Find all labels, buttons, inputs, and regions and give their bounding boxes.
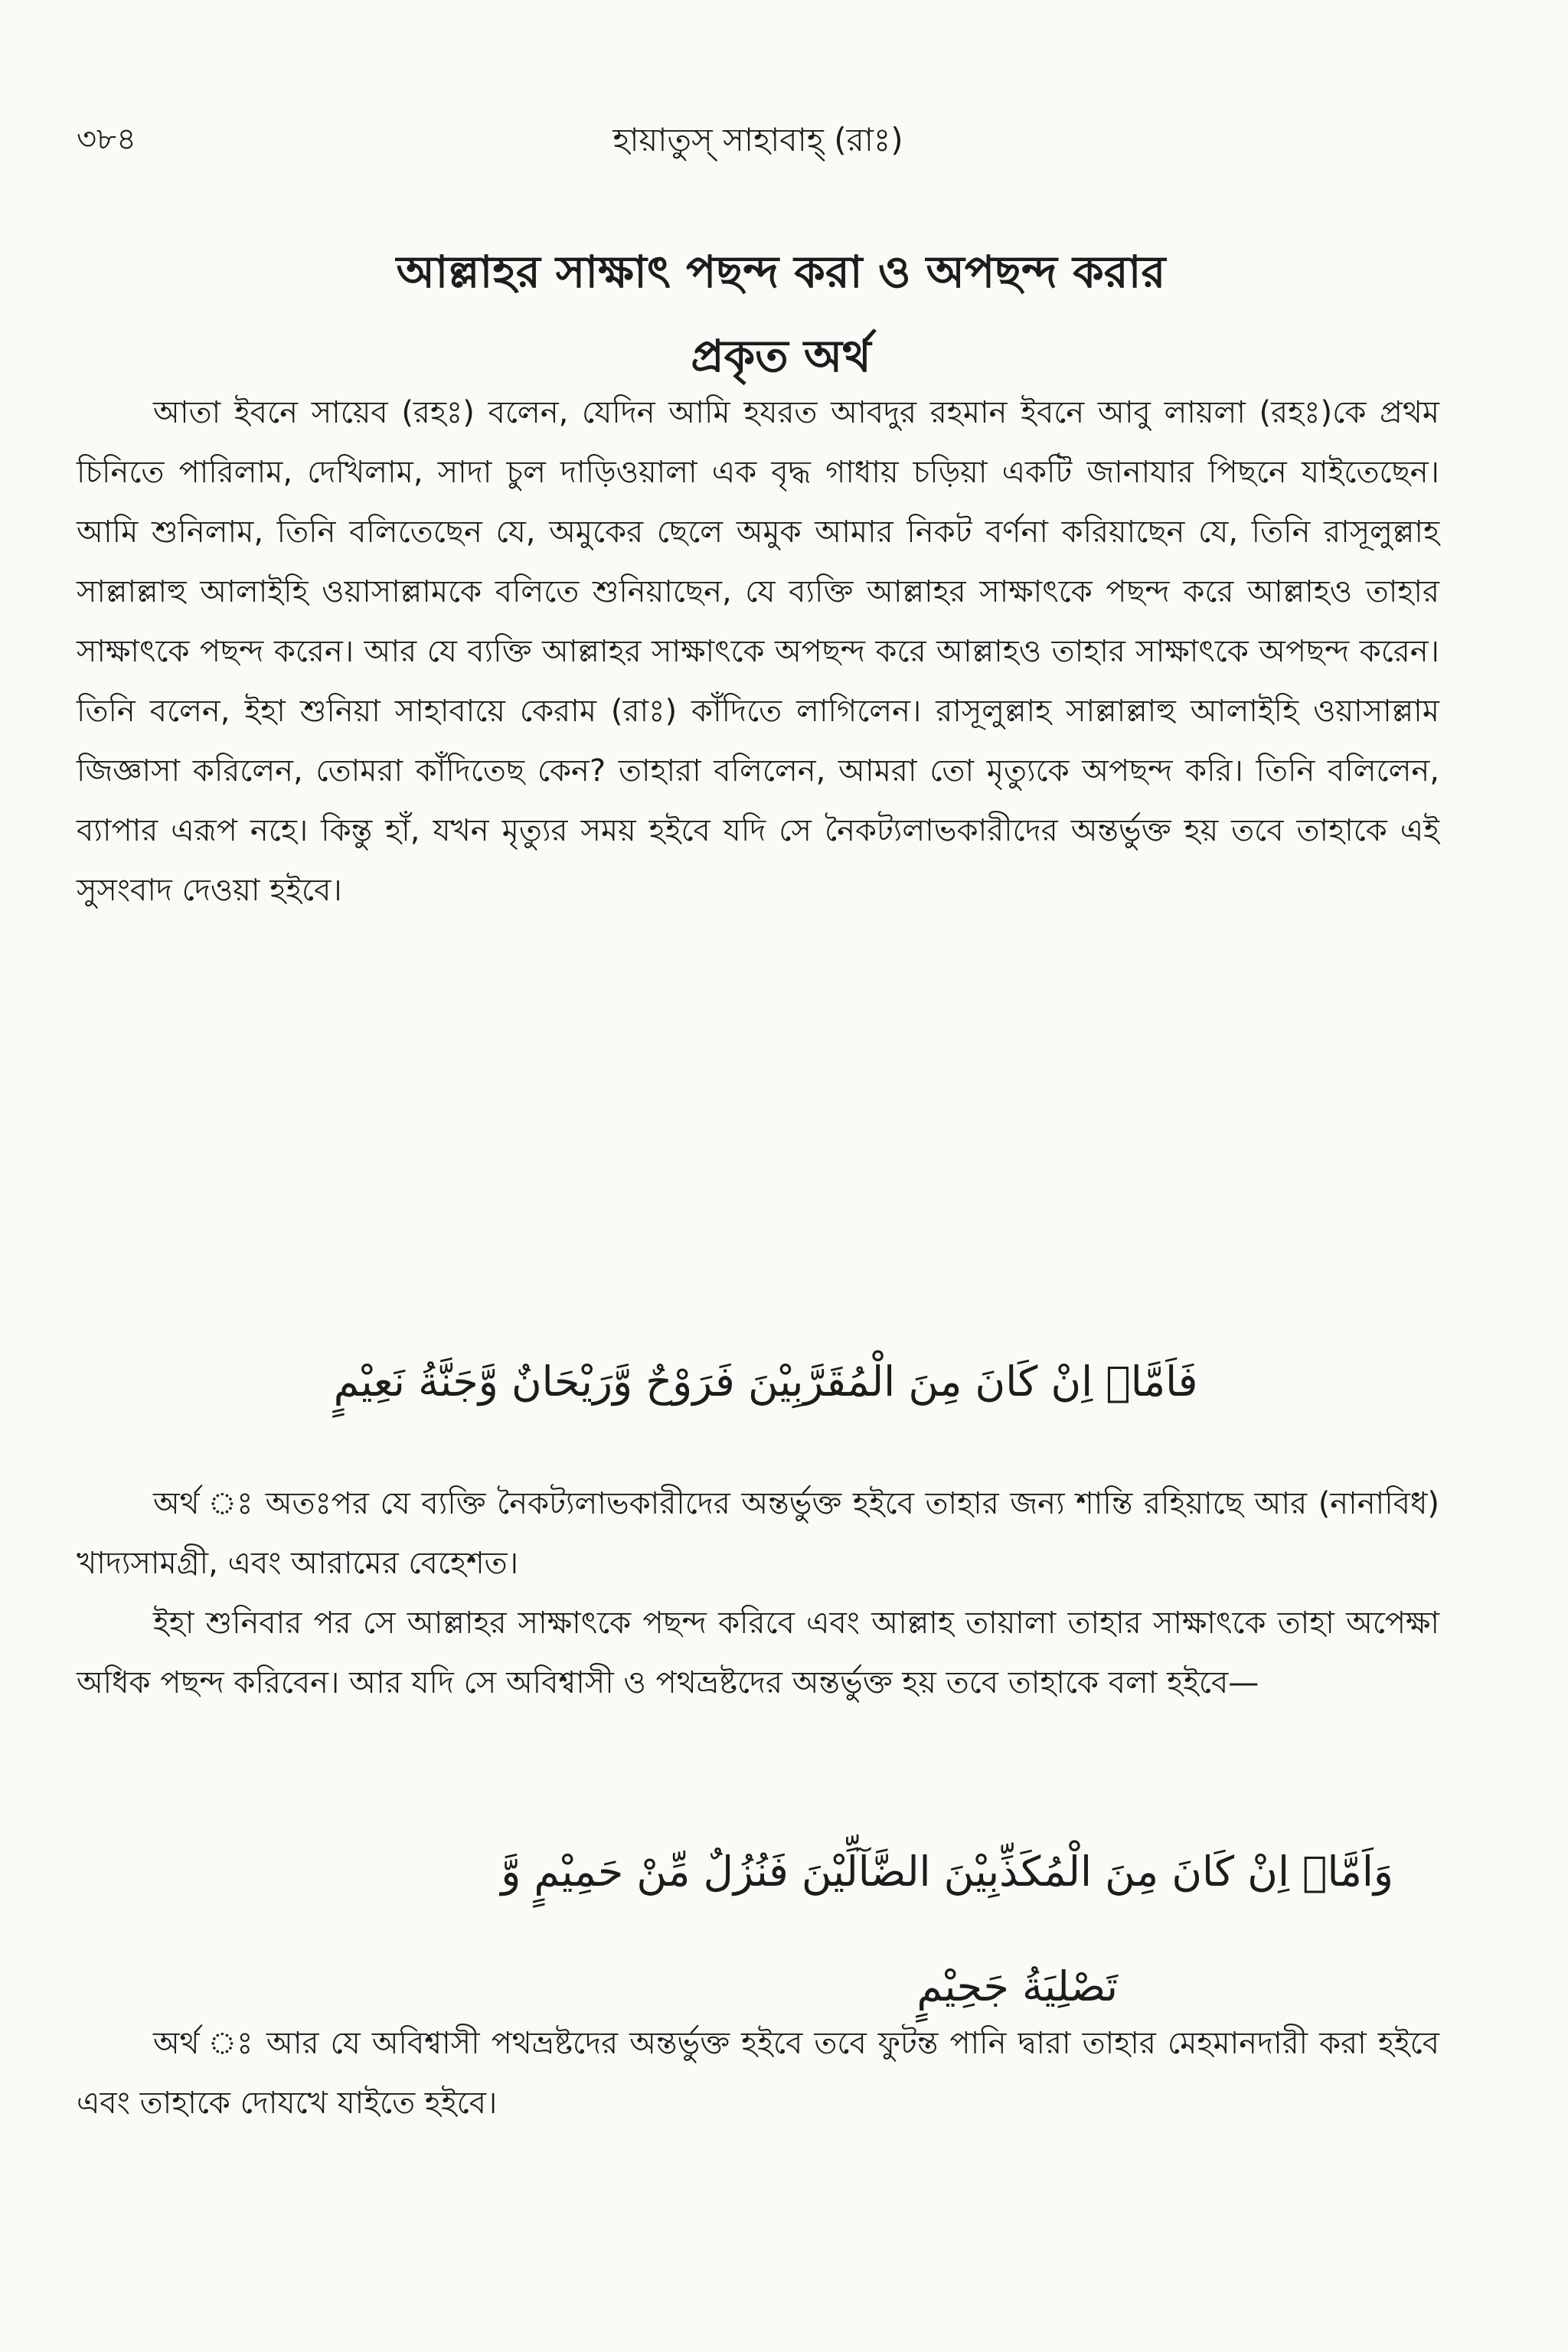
arabic-verse-2-line-1: وَاَمَّاۤ اِنْ كَانَ مِنَ الْمُكَذِّبِيْنَ الضَّآلِّيْنَ فَنُزُلٌ مِّنْ حَمِيْمٍ وَّ [501, 1847, 1393, 1896]
arabic-verse-2-line-2: تَصْلِيَةُ جَحِيْمٍ [916, 1962, 1118, 2011]
page-number: ৩৮৪ [77, 122, 136, 157]
paragraph-text: আতা ইবনে সায়েব (রহঃ) বলেন, যেদিন আমি হযরত আবদুর রহমান ইবনে আবু লায়লা (রহঃ)কে প্রথম চিনিতে পারিলাম, দেখিলাম, সাদা চুল দাড়িওয়ালা এক বৃদ্ধ গাধায় চড়িয়া একটি জানাযার পিছনে যাইতেছেন। আমি শুনিলাম, তিনি বলিতেছেন যে, অমুকের ছেলে অমুক আমার নিকট বর্ণনা করিয়াছেন যে, তিনি রাসূলুল্লাহ সাল্লাল্লাহু আলাইহি ওয়াসাল্লামকে বলিতে শুনিয়াছেন, যে ব্যক্তি আল্লাহর সাক্ষাৎকে পছন্দ করে আল্লাহও তাহার সাক্ষাৎকে পছন্দ করেন। আর যে ব্যক্তি আল্লাহর সাক্ষাৎকে অপছন্দ করে আল্লাহও তাহার সাক্ষাৎকে অপছন্দ করেন। তিনি বলেন, ইহা শুনিয়া সাহাবায়ে কেরাম (রাঃ) কাঁদিতে লাগিলেন। রাসূলুল্লাহ সাল্লাল্লাহু আলাইহি ওয়াসাল্লাম জিজ্ঞাসা করিলেন, তোমরা কাঁদিতেছ কেন? তাহারা বলিলেন, আমরা তো মৃত্যুকে অপছন্দ করি। তিনি বলিলেন, ব্যাপার এরূপ নহে। কিন্তু হাঁ, যখন মৃত্যুর সময় হইবে যদি সে নৈকট্যলাভকারীদের অন্তর্ভুক্ত হয় তবে তাহাকে এই সুসংবাদ দেওয়া হইবে। [77, 395, 1440, 908]
final-translation-text: অর্থ ঃ আর যে অবিশ্বাসী পথভ্রষ্টদের অন্তর্ভুক্ত হইবে তবে ফুটন্ত পানি দ্বারা তাহার মেহমানদারী করা হইবে এবং তাহাকে দোযখে যাইতে হইবে। [77, 2026, 1439, 2121]
section-title-line-1: আল্লাহর সাক্ষাৎ পছন্দ করা ও অপছন্দ করার [396, 246, 1166, 298]
hadith-paragraph [77, 383, 1439, 920]
continuation-text: ইহা শুনিবার পর সে আল্লাহর সাক্ষাৎকে পছন্দ করিবে এবং আল্লাহ তায়ালা তাহার সাক্ষাৎকে তাহা অপেক্ষা অধিক পছন্দ করিবেন। আর যদি সে অবিশ্বাসী ও পথভ্রষ্টদের অন্তর্ভুক্ত হয় তবে তাহাকে বলা হইবে— [77, 1606, 1439, 1700]
translation-paragraph [77, 1474, 1439, 1713]
arabic-verse-1: فَاَمَّاۤ اِنْ كَانَ مِنَ الْمُقَرَّبِيْنَ فَرَوْحٌ وَّرَيْحَانٌ وَّجَنَّةُ نَعِيْمٍ [333, 1357, 1198, 1406]
page-header [77, 115, 1439, 168]
running-title: হায়াতুস্ সাহাবাহ্ (রাঃ) [612, 121, 903, 158]
final-translation-paragraph [77, 2014, 1439, 2133]
translation-text: অর্থ ঃ অতঃপর যে ব্যক্তি নৈকট্যলাভকারীদের অন্তর্ভুক্ত হইবে তাহার জন্য শান্তি রহিয়াছে আর (নানাবিধ) খাদ্যসামগ্রী, এবং আরামের বেহেশত। [77, 1486, 1439, 1581]
section-title [153, 230, 1409, 398]
section-title-line-2: প্রকৃত অর্থ [691, 330, 871, 382]
